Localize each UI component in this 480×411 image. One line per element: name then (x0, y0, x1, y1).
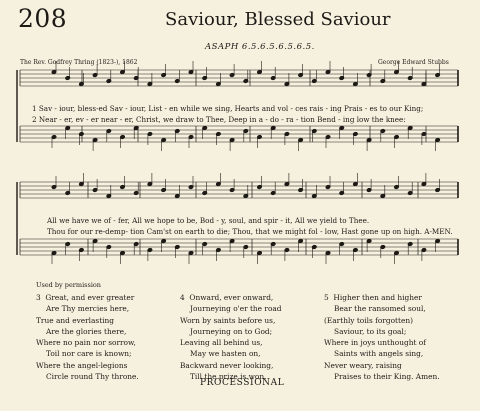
permission-note: Used by permission (36, 281, 101, 289)
composer-credit: George Edward Stubbs (378, 59, 449, 66)
stanza-4: 4 Onward, ever onward, Journeying o'er the road Worn by saints before us, Journeying on to God; Leaving all behind us, May we hasten on, Backward never looking, Till the prize is won. (180, 293, 282, 382)
lyric-line-1-verse-1: 1 Sav - iour, bless-ed Sav - iour, List - en while we sing, Hearts and vol - ces rais - ing Prais - es to our King; (32, 104, 424, 113)
stanza-3: 3 Great, and ever greater Are Thy mercies here, True and everlasting Are the glories there, Where no pain nor sorrow, Toil nor care is known; Where the angel-legions Circle round Thy throne. (36, 293, 139, 382)
lyric-line-2-verse-2: Thou for our re-demp- tion Cam'st on earth to die; Thou, that we might fol - low, Hast gone up on high. A-MEN. (47, 227, 453, 236)
tune-name: ASAPH 6.5.6.5.6.5.6.5. (205, 42, 315, 52)
hymn-title: Saviour, Blessed Saviour (165, 9, 391, 30)
lyric-line-1-verse-2: 2 Near - er, ev - er near - er, Christ, we draw to Thee, Deep in a - do - ra - tion Bend - ing low the knee: (32, 115, 406, 124)
hymn-number: 208 (18, 4, 68, 33)
lyric-line-2-verse-1: All we have we of - fer, All we hope to be, Bod - y, soul, and spir - it, All we yield to Thee. (47, 216, 370, 225)
section-footer: PROCESSIONAL (200, 378, 285, 388)
author-credit: The Rev. Godfrey Thring (1823-), 1862 (20, 59, 138, 66)
stanza-5: 5 Higher then and higher Bear the ransomed soul, (Earthly toils forgotten) Saviour, to its goal; Where in joys unthought of Saints with angels sing, Never weary, raising Praises to their King. Amen. (324, 293, 440, 382)
